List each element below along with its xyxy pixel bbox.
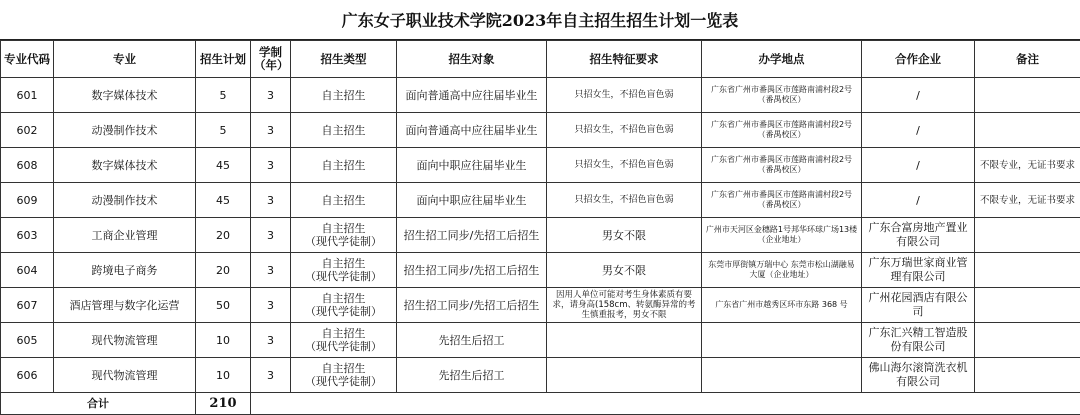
cell-partner: /	[862, 183, 975, 218]
header-quota: 招生计划	[196, 41, 251, 78]
table-row	[1, 183, 1080, 218]
cell-partner: /	[862, 148, 975, 183]
cell-years: 3	[251, 358, 291, 393]
header-note: 备注	[975, 41, 1080, 78]
cell-location: 东莞市厚街镇万瑞中心 东莞市松山湖融易大厦（企业地址）	[702, 253, 862, 288]
cell-major: 数字媒体技术	[54, 148, 196, 183]
cell-type	[291, 323, 397, 358]
total-label: 合计	[1, 393, 196, 415]
cell-type-sub: （现代学徒制）	[294, 305, 393, 318]
cell-quota: 10	[196, 358, 251, 393]
cell-note: 不限专业，无证书要求	[975, 183, 1080, 218]
cell-quota: 20	[196, 218, 251, 253]
cell-target: 面向中职应往届毕业生	[397, 148, 547, 183]
cell-location: 广东省广州市番禺区市莲路南浦村段2号（番禺校区）	[702, 183, 862, 218]
cell-quota: 50	[196, 288, 251, 323]
total-row	[1, 393, 1080, 415]
cell-partner: 广东合富房地产置业有限公司	[862, 218, 975, 253]
cell-quota: 10	[196, 323, 251, 358]
cell-type-sub: （现代学徒制）	[294, 340, 393, 353]
cell-type-sub: （现代学徒制）	[294, 375, 393, 388]
cell-type	[291, 358, 397, 393]
cell-years: 3	[251, 78, 291, 113]
cell-partner: 佛山海尔滚筒洗衣机有限公司	[862, 358, 975, 393]
cell-type	[291, 288, 397, 323]
cell-location: 广东省广州市番禺区市莲路南浦村段2号（番禺校区）	[702, 78, 862, 113]
cell-type-main: 自主招生	[294, 222, 393, 235]
table-row	[1, 148, 1080, 183]
cell-major: 工商企业管理	[54, 218, 196, 253]
table-row	[1, 113, 1080, 148]
cell-quota: 45	[196, 183, 251, 218]
cell-partner: /	[862, 113, 975, 148]
cell-requirement: 只招女生，不招色盲色弱	[547, 113, 702, 148]
cell-location: 广东省广州市番禺区市莲路南浦村段2号（番禺校区）	[702, 113, 862, 148]
cell-type-main: 自主招生	[294, 362, 393, 375]
cell-requirement	[547, 323, 702, 358]
table-row	[1, 358, 1080, 393]
cell-location: 广东省广州市越秀区环市东路 368 号	[702, 288, 862, 323]
cell-quota: 5	[196, 78, 251, 113]
cell-type-sub: （现代学徒制）	[294, 270, 393, 283]
cell-target: 招生招工同步/先招工后招生	[397, 253, 547, 288]
table-header-row	[1, 41, 1080, 78]
cell-major: 现代物流管理	[54, 323, 196, 358]
header-partner: 合作企业	[862, 41, 975, 78]
enrollment-plan-table	[0, 40, 1080, 415]
cell-type: 自主招生	[291, 183, 397, 218]
header-years-line1: 学制	[254, 46, 287, 59]
header-type: 招生类型	[291, 41, 397, 78]
cell-partner: 广东万瑞世家商业管理有限公司	[862, 253, 975, 288]
cell-quota: 20	[196, 253, 251, 288]
header-requirement: 招生特征要求	[547, 41, 702, 78]
cell-code: 608	[1, 148, 54, 183]
cell-target: 先招生后招工	[397, 358, 547, 393]
cell-requirement	[547, 358, 702, 393]
cell-location: 广东省广州市番禺区市莲路南浦村段2号（番禺校区）	[702, 148, 862, 183]
cell-years: 3	[251, 148, 291, 183]
sheet-title: 广东女子职业技术学院2023年自主招生招生计划一览表	[0, 0, 1080, 40]
cell-target: 招生招工同步/先招工后招生	[397, 288, 547, 323]
cell-major: 数字媒体技术	[54, 78, 196, 113]
cell-requirement: 只招女生，不招色盲色弱	[547, 183, 702, 218]
cell-target: 面向普通高中应往届毕业生	[397, 113, 547, 148]
cell-major: 动漫制作技术	[54, 113, 196, 148]
cell-code: 602	[1, 113, 54, 148]
cell-major: 现代物流管理	[54, 358, 196, 393]
total-blank	[251, 393, 1080, 415]
cell-type	[291, 253, 397, 288]
cell-note	[975, 253, 1080, 288]
cell-type	[291, 218, 397, 253]
cell-partner: 广东汇兴精工智造股份有限公司	[862, 323, 975, 358]
cell-requirement: 只招女生，不招色盲色弱	[547, 78, 702, 113]
cell-location: 广州市天河区金穗路1号邦华环球广场13楼（企业地址）	[702, 218, 862, 253]
cell-years: 3	[251, 323, 291, 358]
table-row	[1, 78, 1080, 113]
cell-requirement: 男女不限	[547, 218, 702, 253]
total-value: 210	[196, 393, 251, 415]
cell-code: 607	[1, 288, 54, 323]
cell-partner: /	[862, 78, 975, 113]
header-location: 办学地点	[702, 41, 862, 78]
cell-location	[702, 323, 862, 358]
cell-requirement: 只招女生，不招色盲色弱	[547, 148, 702, 183]
cell-location	[702, 358, 862, 393]
cell-quota: 5	[196, 113, 251, 148]
cell-years: 3	[251, 218, 291, 253]
cell-code: 605	[1, 323, 54, 358]
cell-code: 609	[1, 183, 54, 218]
cell-type-main: 自主招生	[294, 292, 393, 305]
cell-type-sub: （现代学徒制）	[294, 235, 393, 248]
cell-code: 601	[1, 78, 54, 113]
cell-target: 招生招工同步/先招工后招生	[397, 218, 547, 253]
cell-code: 604	[1, 253, 54, 288]
cell-code: 603	[1, 218, 54, 253]
cell-years: 3	[251, 183, 291, 218]
cell-major: 动漫制作技术	[54, 183, 196, 218]
cell-note	[975, 358, 1080, 393]
cell-type-main: 自主招生	[294, 327, 393, 340]
cell-code: 606	[1, 358, 54, 393]
cell-partner: 广州花园酒店有限公司	[862, 288, 975, 323]
cell-type: 自主招生	[291, 113, 397, 148]
header-years	[251, 41, 291, 78]
cell-target: 先招生后招工	[397, 323, 547, 358]
header-years-line2: （年）	[254, 59, 287, 72]
cell-years: 3	[251, 253, 291, 288]
cell-target: 面向中职应往届毕业生	[397, 183, 547, 218]
header-target: 招生对象	[397, 41, 547, 78]
cell-note	[975, 323, 1080, 358]
cell-major: 跨境电子商务	[54, 253, 196, 288]
cell-type-main: 自主招生	[294, 257, 393, 270]
header-major: 专业	[54, 41, 196, 78]
table-row	[1, 288, 1080, 323]
table-row	[1, 253, 1080, 288]
table-row	[1, 323, 1080, 358]
cell-type: 自主招生	[291, 78, 397, 113]
cell-years: 3	[251, 113, 291, 148]
cell-type: 自主招生	[291, 148, 397, 183]
cell-note	[975, 288, 1080, 323]
cell-major: 酒店管理与数字化运营	[54, 288, 196, 323]
table-row	[1, 218, 1080, 253]
cell-note	[975, 113, 1080, 148]
cell-target: 面向普通高中应往届毕业生	[397, 78, 547, 113]
header-code: 专业代码	[1, 41, 54, 78]
cell-requirement: 男女不限	[547, 253, 702, 288]
cell-note	[975, 78, 1080, 113]
cell-requirement: 因用人单位可能对考生身体素质有要求，请身高(158cm、转氨酶异常的考生慎重报考，男女不限	[547, 288, 702, 323]
cell-years: 3	[251, 288, 291, 323]
cell-note: 不限专业，无证书要求	[975, 148, 1080, 183]
cell-quota: 45	[196, 148, 251, 183]
cell-note	[975, 218, 1080, 253]
